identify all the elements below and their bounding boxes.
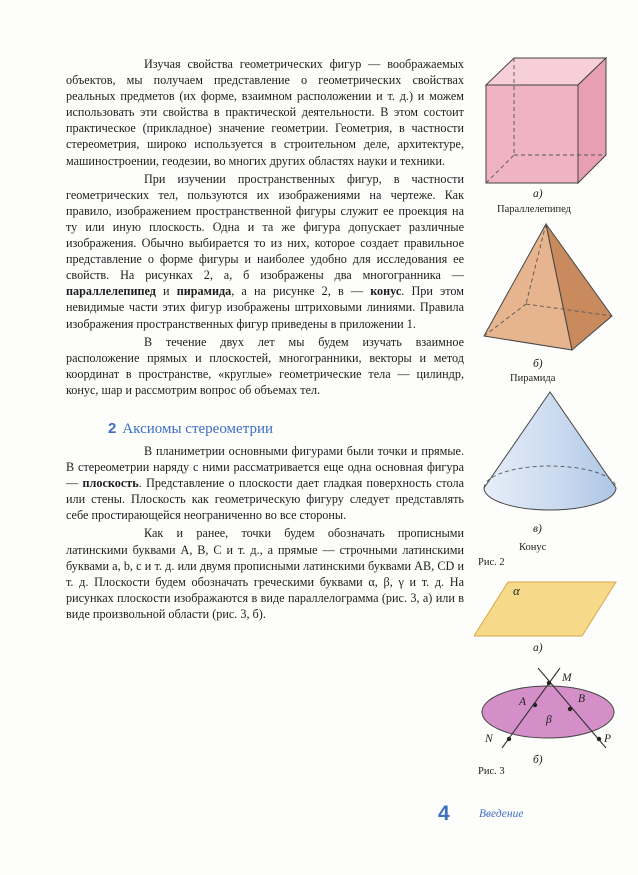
fig3-title: Рис. 3	[478, 766, 505, 777]
section-number: 2	[108, 419, 117, 437]
term-pyramid: пирамида	[176, 284, 232, 299]
conjunction-and: и	[155, 284, 177, 299]
term-cone: конус	[370, 284, 402, 299]
fig3b-plane-letter: β	[546, 714, 552, 726]
fig2a-caption: Параллелепипед	[497, 204, 572, 215]
paragraph-two-years: В течение двух лет мы будем изучать взаимное расположение прямых и плоскостей, многогранники, векторы и метод координат в пространстве, «круглые» геометрические тела — цилиндр, конус, шар и рассмотрим вопрос об объемах тел.	[66, 334, 464, 397]
point-A-label: A	[519, 696, 527, 708]
point-B-label: B	[578, 693, 586, 705]
main-text-column	[66, 56, 464, 622]
plane-region-figure	[474, 660, 624, 760]
parallelepiped-figure	[474, 50, 624, 190]
fig2c-caption: Конус	[519, 542, 547, 553]
fig3a-label: а)	[533, 642, 543, 654]
page-number: 4	[438, 802, 450, 825]
paragraph-notation: Как и ранее, точки будем обозначать прописными латинскими буквами A, B, C и т. д., а прямые — строчными латинскими буквами a, b, c и т. д. или двумя прописными латинскими буквами AB, CD и т. д. Плоскости будем обозначать греческими буквами α, β, γ и т. д. На рисунках плоскости изображаются в виде параллелограмма (рис. 3, а) или в виде произвольной области (рис. 3, б).	[66, 526, 464, 621]
cone-figure	[478, 388, 624, 520]
paragraph-images-end: . При этом невидимые части этих фигур изображены штриховыми линиями. Правила изображения пространственных фигур приведены в приложении 1.	[66, 284, 465, 331]
fig2c-label: в)	[533, 523, 542, 535]
term-parallelepiped: параллелепипед	[66, 284, 156, 299]
fig3b-label: б)	[533, 754, 543, 766]
fig3a-plane-letter: α	[513, 583, 520, 598]
fig2-title: Рис. 2	[478, 557, 505, 568]
fig-ref-cone-text: , а на рисунке 2, в —	[231, 284, 371, 299]
point-N-label: N	[485, 733, 493, 745]
paragraph-images	[66, 171, 464, 332]
paragraph-planimetry-end: . Представление о плоскости дает гладкая поверхность стола или стены. Плоскость как геометрическую фигуру следует представлять себе простирающейся неограниченно во все стороны.	[66, 476, 465, 523]
fig2b-label: б)	[533, 358, 543, 370]
fig2b-caption: Пирамида	[510, 373, 556, 384]
section-heading	[108, 420, 464, 438]
term-plane: плоскость	[82, 476, 139, 491]
paragraph-planimetry-text: В планиметрии основными фигурами были точки и прямые. В стереометрии наряду с ними рассматривается еще одна основная фигура —	[66, 443, 464, 491]
paragraph-planimetry	[66, 443, 464, 523]
point-P-label: P	[604, 733, 612, 745]
section-title: Аксиомы стереометрии	[122, 420, 273, 437]
pyramid-figure	[476, 220, 626, 358]
paragraph-intro: Изучая свойства геометрических фигур — воображаемых объектов, мы получаем представление о геометрических свойствах реальных предметов (их форме, взаимном расположении и т. д.) и можем использовать эти свойства в практической деятельности. В этом состоит практическое (прикладное) значение геометрии. Геометрия, в частности стереометрия, широко используется в строительном деле, архитектуре, машиностроении, геодезии, во многих других областях науки и техники.	[66, 57, 464, 168]
paragraph-images-text: При изучении пространственных фигур, в частности геометрических тел, пользуются их изображениями на чертеже. Как правило, изображением пространственной фигуры служит ее проекция на ту или иную плоскость. Одна и та же фигура допускает различные изображения. Обычно выбирается то из них, которое создает правильное представление о форме фигуры и наиболее удобно для исследования ее свойств. На рисунках 2, а, б изображены два многогранника —	[66, 171, 464, 283]
footer-section-name: Введение	[479, 808, 524, 820]
fig2a-label: а)	[533, 188, 543, 200]
plane-parallelogram-figure	[474, 576, 620, 642]
point-M-label: M	[562, 672, 572, 684]
